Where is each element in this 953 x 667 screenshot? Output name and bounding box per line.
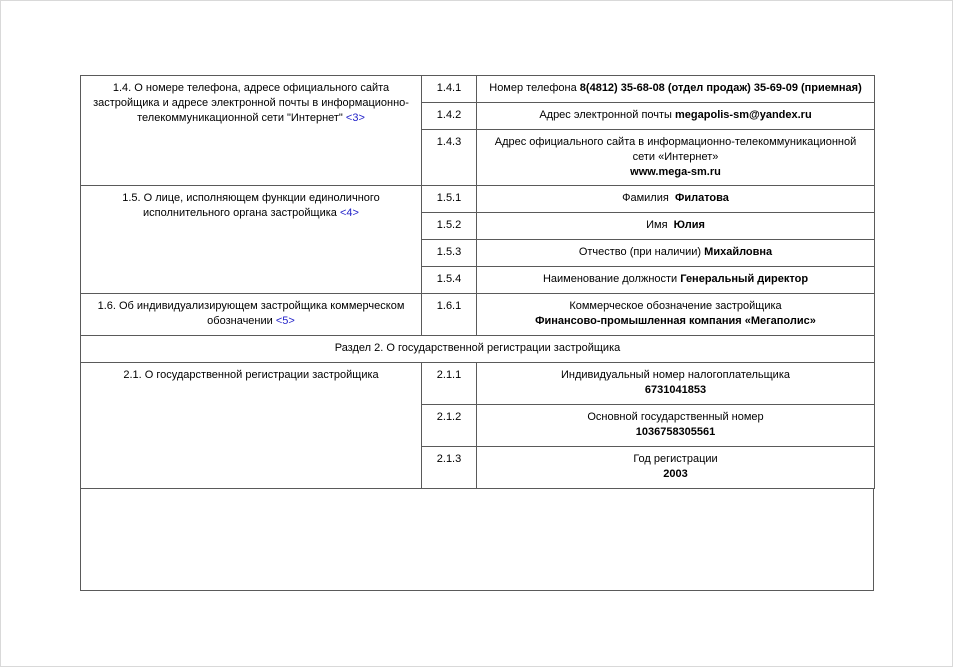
section-label-text: 1.6. Об индивидуализирующем застройщика коммерческом обозначении xyxy=(97,300,405,327)
table-row xyxy=(81,294,875,336)
patronymic-cell: Отчество (при наличии) Михайловна xyxy=(477,240,875,267)
surname-value: Филатова xyxy=(674,192,729,204)
table-row xyxy=(81,76,875,103)
row-number: 1.4.2 xyxy=(422,103,477,130)
website-value: www.mega-sm.ru xyxy=(630,166,721,178)
table-row xyxy=(81,336,875,363)
row-number: 1.5.3 xyxy=(422,240,477,267)
name-value: Юлия xyxy=(673,219,705,231)
position-value: Генеральный директор xyxy=(680,273,809,285)
section-2-1-label: 2.1. О государственной регистрации застройщика xyxy=(81,363,422,489)
position-cell: Наименование должности Генеральный директор xyxy=(477,267,875,294)
registration-table xyxy=(80,75,875,489)
row-number: 1.5.1 xyxy=(422,186,477,213)
row-number: 2.1.3 xyxy=(422,447,477,489)
section-label-text: 1.5. О лице, исполняющем функции единоличного исполнительного органа застройщика xyxy=(122,192,380,219)
name-cell: Имя Юлия xyxy=(477,213,875,240)
footnote-ref-3[interactable]: <3> xyxy=(345,112,365,124)
phone-value: 8(4812) 35-68-08 (отдел продаж) 35-69-09 (приемная) xyxy=(579,82,862,94)
footnote-ref-5[interactable]: <5> xyxy=(275,315,295,327)
reg-year-cell: Год регистрации 2003 xyxy=(477,447,875,489)
ogrn-value: 1036758305561 xyxy=(635,426,716,438)
row-number: 2.1.2 xyxy=(422,405,477,447)
row-number: 1.6.1 xyxy=(422,294,477,336)
surname-cell: Фамилия Филатова xyxy=(477,186,875,213)
table-row xyxy=(81,186,875,213)
section-1-6-label xyxy=(81,294,422,336)
section-1-4-label xyxy=(81,76,422,186)
row-number: 1.4.3 xyxy=(422,130,477,186)
row-number: 2.1.1 xyxy=(422,363,477,405)
patronymic-value: Михайловна xyxy=(704,246,773,258)
section-1-5-label xyxy=(81,186,422,294)
section-label-text: 1.4. О номере телефона, адресе официального сайта застройщика и адресе электронной почты в информационно-телекоммуникационной сети "Интернет" xyxy=(93,82,409,124)
empty-table-area xyxy=(80,489,874,591)
row-number: 1.4.1 xyxy=(422,76,477,103)
website-cell: Адрес официального сайта в информационно-телекоммуникационной сети «Интернет» www.mega-sm.ru xyxy=(477,130,875,186)
row-number: 1.5.2 xyxy=(422,213,477,240)
inn-cell: Индивидуальный номер налогоплательщика 6731041853 xyxy=(477,363,875,405)
email-value: megapolis-sm@yandex.ru xyxy=(675,109,812,121)
footnote-ref-4[interactable]: <4> xyxy=(339,207,359,219)
row-number: 1.5.4 xyxy=(422,267,477,294)
inn-value: 6731041853 xyxy=(644,384,707,396)
table-row xyxy=(81,363,875,405)
commercial-name-cell: Коммерческое обозначение застройщика Финансово-промышленная компания «Мегаполис» xyxy=(477,294,875,336)
commercial-name-value: Финансово-промышленная компания «Мегаполис» xyxy=(535,315,816,327)
phone-cell: Номер телефона 8(4812) 35-68-08 (отдел продаж) 35-69-09 (приемная) xyxy=(477,76,875,103)
section-2-title: Раздел 2. О государственной регистрации застройщика xyxy=(81,336,875,363)
ogrn-cell: Основной государственный номер 1036758305561 xyxy=(477,405,875,447)
reg-year-value: 2003 xyxy=(663,468,688,480)
email-cell: Адрес электронной почты megapolis-sm@yandex.ru xyxy=(477,103,875,130)
